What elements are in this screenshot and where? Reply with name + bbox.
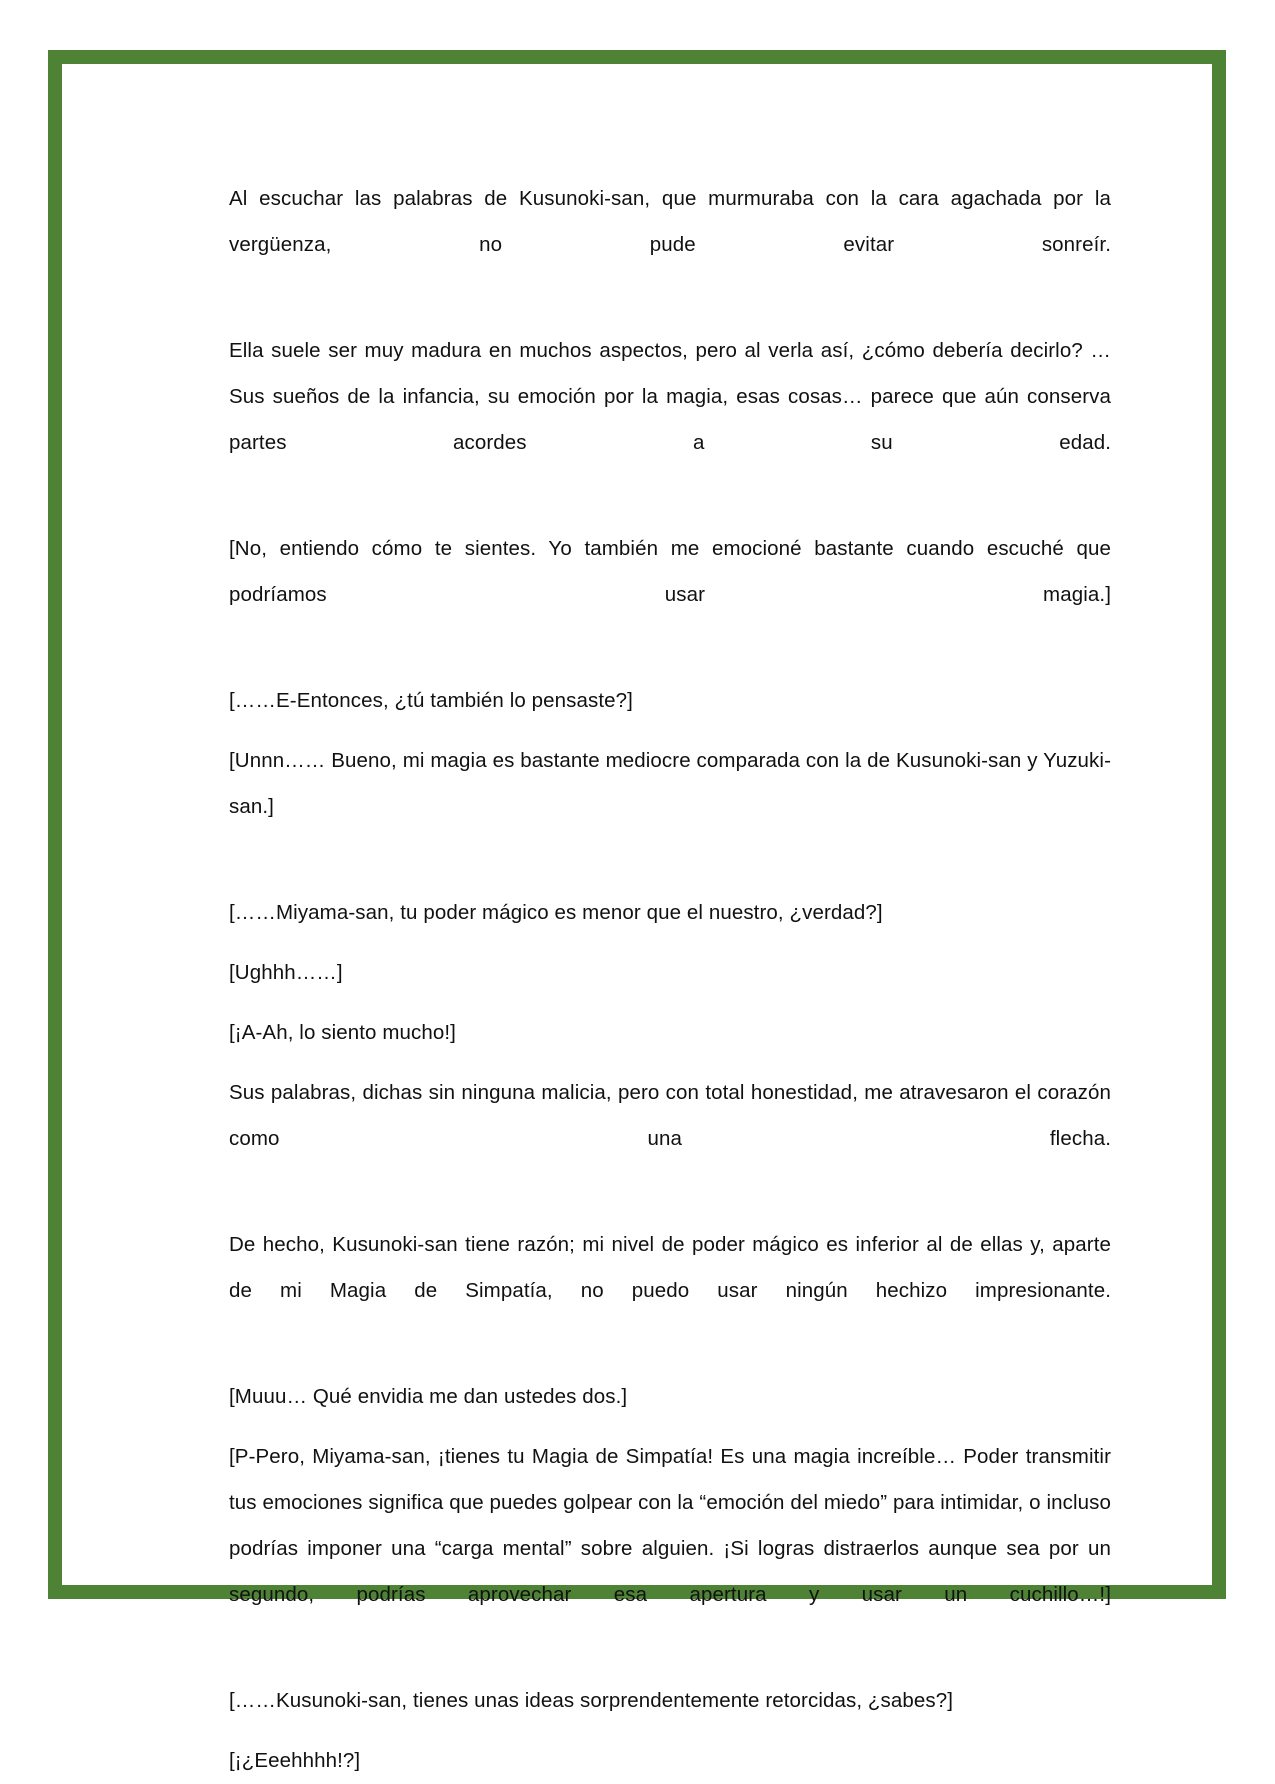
paragraph: [……Kusunoki-san, tienes unas ideas sorprendentemente retorcidas, ¿sabes?] <box>229 1689 954 1712</box>
paragraph: Ella suele ser muy madura en muchos aspectos, pero al verla así, ¿cómo debería decirlo? …Sus sueños de la infancia, su emoción por la magia, esas cosas… parece que aún conserva partes acordes a su edad. <box>229 339 1111 454</box>
paragraph: [Unnn…… Bueno, mi magia es bastante mediocre comparada con la de Kusunoki-san y Yuzuki-san.] <box>229 749 1111 818</box>
paragraph: [……Miyama-san, tu poder mágico es menor que el nuestro, ¿verdad?] <box>229 901 883 924</box>
paragraph: [¡A-Ah, lo siento mucho!] <box>229 1021 456 1044</box>
paragraph: [Ughhh……] <box>229 961 343 984</box>
document-body <box>229 176 1111 1784</box>
paragraph: Al escuchar las palabras de Kusunoki-san, que murmuraba con la cara agachada por la vergüenza, no pude evitar sonreír. <box>229 187 1111 256</box>
page-decorative-border <box>48 50 1226 1772</box>
paragraph: [¡¿Eeehhhh!?] <box>229 1749 361 1772</box>
paragraph: [P-Pero, Miyama-san, ¡tienes tu Magia de Simpatía! Es una magia increíble… Poder transmitir tus emociones significa que puedes golpear con la “emoción del miedo” para intimidar, o incluso podrías imponer una “carga mental” sobre alguien. ¡Si logras distraerlos aunque sea por un segundo, podrías aprovechar esa apertura y usar un cuchillo…!] <box>229 1445 1111 1606</box>
paragraph: [Muuu… Qué envidia me dan ustedes dos.] <box>229 1385 628 1408</box>
paragraph: [No, entiendo cómo te sientes. Yo también me emocioné bastante cuando escuché que podríamos usar magia.] <box>229 537 1111 606</box>
paragraph: De hecho, Kusunoki-san tiene razón; mi nivel de poder mágico es inferior al de ellas y, aparte de mi Magia de Simpatía, no puedo usar ningún hechizo impresionante. <box>229 1233 1111 1302</box>
paragraph: Sus palabras, dichas sin ninguna malicia, pero con total honestidad, me atravesaron el corazón como una flecha. <box>229 1081 1111 1150</box>
paragraph: [……E-Entonces, ¿tú también lo pensaste?] <box>229 689 633 712</box>
